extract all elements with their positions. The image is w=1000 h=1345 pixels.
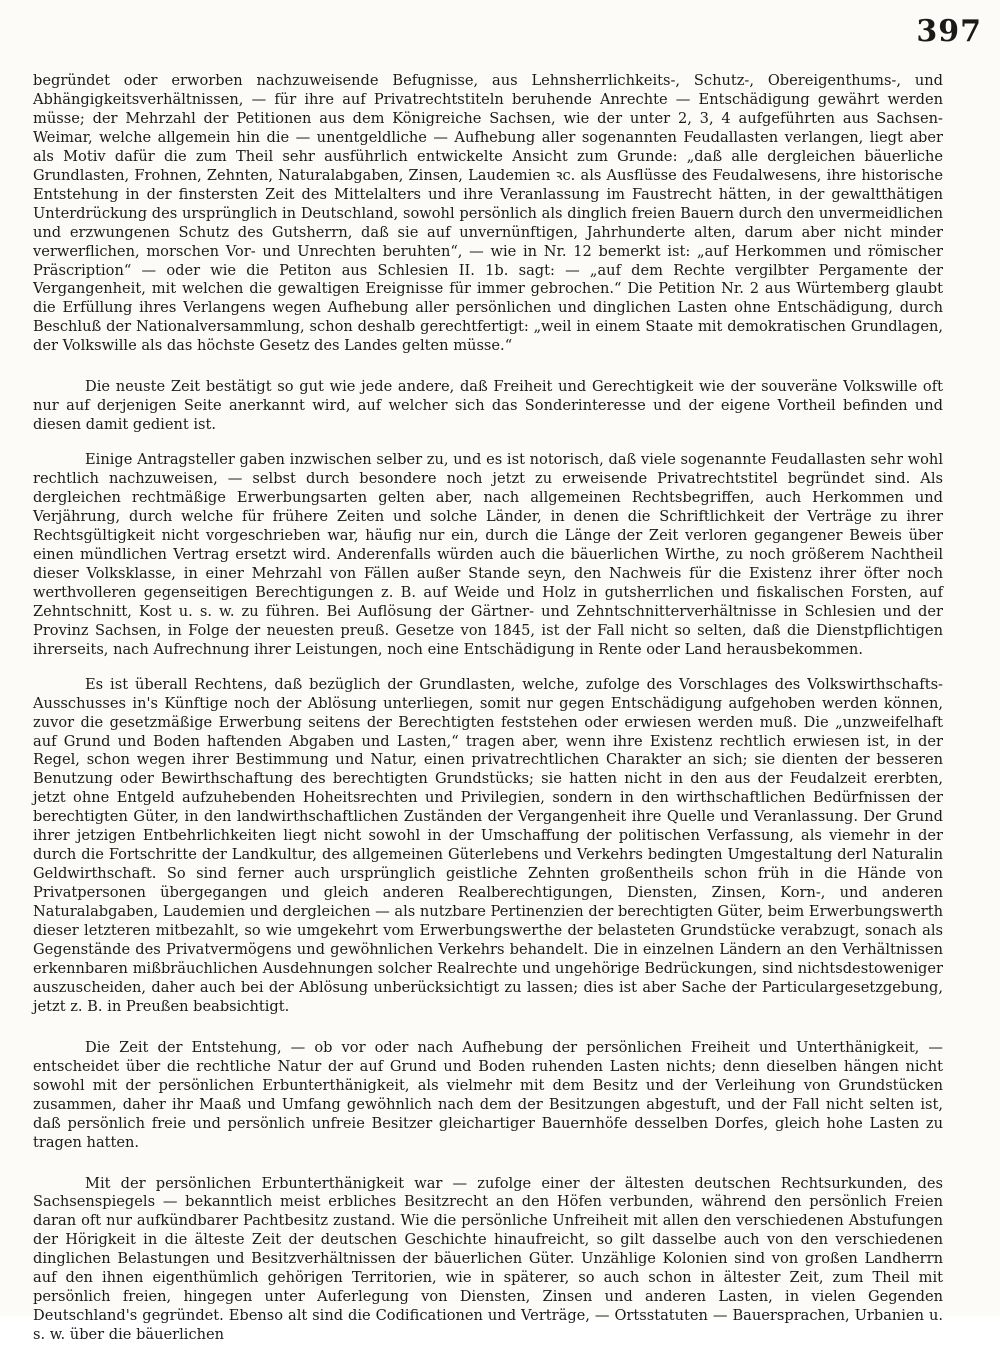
paragraph: Die neuste Zeit bestätigt so gut wie jede andere, daß Freiheit und Gerechtigkeit wie der souveräne Volkswille oft nur auf derjenigen Seite anerkannt wird, auf welcher sich das Sonderinteresse und der eigene Vortheil befinden und diesen damit gedient ist. [33,378,943,434]
paragraph: Mit der persönlichen Erbunterthänigkeit war — zufolge einer der ältesten deutschen Rechtsurkunden, des Sachsenspiegels — bekanntlich meist erbliches Besitzrecht an den Höfen verbunden, während den persönlich Freien daran oft nur aufkündbarer Pachtbesitz zustand. Wie die persönliche Unfreiheit mit allen den verschiedenen Abstufungen der Hörigkeit in die älteste Zeit der deutschen Geschichte hinaufreicht, so gilt dasselbe auch von den verschiedenen dinglichen Belastungen und Besitzverhältnissen der bäuerlichen Güter. Unzählige Kolonien sind von großen Landherrn auf den ihnen eigenthümlich gehörigen Territorien, wie in späterer, so auch schon in ältester Zeit, zum Theil mit persönlich freien, hingegen unter Auferlegung von Diensten, Zinsen und anderen Lasten, in vielen Gegenden Deutschland's gegründet. Ebenso alt sind die Codificationen und Verträge, — Ortsstatuten — Bauersprachen, Urbanien u. s. w. über die bäuerlichen [33,1174,943,1344]
paragraph: Einige Antragsteller gaben inzwischen selber zu, und es ist notorisch, daß viele sogenannte Feudallasten sehr wohl rechtlich nachzuweisen, — selbst durch besondere noch jetzt zu erweisende Privatrechtstitel begründet sind. Als dergleichen rechtmäßige Erwerbungsarten gelten aber, nach allgemeinen Rechtsbegriffen, auch Herkommen und Verjährung, durch welche für frühere Zeiten und solche Länder, in denen die Schriftlichkeit der Verträge zu ihrer Rechtsgültigkeit nicht vorgeschrieben war, häufig nur ein, durch die Länge der Zeit verloren gegangener Beweis über einen mündlichen Vertrag ersetzt wird. Anderenfalls würden auch die bäuerlichen Wirthe, zu noch größerem Nachtheil dieser Volksklasse, in einer Mehrzahl von Fällen außer Stande seyn, den Nachweis für die Existenz ihrer öfter noch werthvolleren gegenseitigen Berechtigungen z. B. auf Weide und Holz in gutsherrlichen und fiskalischen Forsten, auf Zehntschnitt, Kost u. s. w. zu führen. Bei Auflösung der Gärtner- und Zehntschnitterverhältnisse in Schlesien und der Provinz Sachsen, in Folge der neuesten preuß. Gesetze von 1845, ist der Fall nicht so selten, daß die Dienstpflichtigen ihrerseits, nach Aufrechnung ihrer Leistungen, noch eine Entschädigung in Rente oder Land herausbekommen. [33,451,943,658]
page-number: 397 [916,14,982,49]
paragraph: Die Zeit der Entstehung, — ob vor oder nach Aufhebung der persönlichen Freiheit und Unterthänigkeit, — entscheidet über die rechtliche Natur der auf Grund und Boden ruhenden Lasten nichts; denn dieselben hängen nicht sowohl mit der persönlichen Erbunterthänigkeit, als vielmehr mit dem Besitz und der Verleihung von Grundstücken zusammen, daher ihr Maaß und Umfang gewöhnlich nach dem der Besitzungen abgestuft, und der Fall nicht selten ist, daß persönlich freie und persönlich unfreie Besitzer gleichartiger Bauernhöfe desselben Dorfes, gleich hohe Lasten zu tragen hatten. [33,1038,943,1151]
body-text [33,72,943,1345]
paragraph: Es ist überall Rechtens, daß bezüglich der Grundlasten, welche, zufolge des Vorschlages des Volkswirthschafts-Ausschusses in's Künftige noch der Ablösung unterliegen, somit nur gegen Entschädigung aufgehoben werden können, zuvor die gesetzmäßige Erwerbung seitens der Berechtigten feststehen oder erwiesen werden muß. Die „unzweifelhaft auf Grund und Boden haftenden Abgaben und Lasten,“ tragen aber, wenn ihre Existenz rechtlich erwiesen ist, in der Regel, schon wegen ihrer Bestimmung und Natur, einen privatrechtlichen Charakter an sich; sie dienten der besseren Benutzung oder Bewirthschaftung des berechtigten Grundstücks; sie hatten nicht in den aus der Feudalzeit ererbten, jetzt ohne Entgeld aufzuhebenden Hoheitsrechten und Privilegien, sondern in den wirthschaftlichen Bedürfnissen der berechtigten Güter, in den landwirthschaftlichen Zuständen der Vergangenheit ihre Quelle und Veranlassung. Der Grund ihrer jetzigen Entbehrlichkeiten liegt nicht sowohl in der Umschaffung der politischen Verfassung, als viemehr in der durch die Fortschritte der Landkultur, des allgemeinen Güterlebens und Verkehrs bedingten Umgestaltung derl Naturalin Geldwirthschaft. So sind ferner auch ursprünglich geistliche Zehnten großentheils schon früh in die Hände von Privatpersonen übergegangen und gleich anderen Realberechtigungen, Diensten, Zinsen, Korn-, und anderen Naturalabgaben, Laudemien und dergleichen — als nutzbare Pertinenzien der berechtigten Güter, beim Erwerbungswerth dieser letzteren mitbezahlt, so wie umgekehrt vom Erwerbungswerthe der belasteten Grundstücke verabzugt, sonach als Gegenstände des Privatvermögens und gewöhnlichen Verkehrs behandelt. Die in einzelnen Ländern an den Verhältnissen erkennbaren mißbräuchlichen Ausdehnungen solcher Realrechte und ungehörige Bedrückungen, sind nichtsdestoweniger auszuscheiden, daher auch bei der Ablösung unberücksichtigt zu lassen; dies ist aber Sache der Particulargesetzgebung, jetzt z. B. in Preußen beabsichtigt. [33,675,943,1015]
paragraph: begründet oder erworben nachzuweisende Befugnisse, aus Lehnsherrlichkeits-, Schutz-, Obereigenthums-, und Abhängigkeitsverhältnissen, — für ihre auf Privatrechtstiteln beruhende Anrechte — Entschädigung gewährt werden müsse; der Mehrzahl der Petitionen aus dem Königreiche Sachsen, wie der unter 2, 3, 4 aufgeführten aus Sachsen-Weimar, welche allgemein hin die — unentgeldliche — Aufhebung aller sogenannten Feudallasten verlangen, liegt aber als Motiv dafür die zum Theil sehr ausführlich entwickelte Ansicht zum Grunde: „daß alle dergleichen bäuerliche Grundlasten, Frohnen, Zehnten, Naturalabgaben, Zinsen, Laudemien ꝛc. als Ausflüsse des Feudalwesens, ihre historische Entstehung in der finstersten Zeit des Mittelalters und ihre Veranlassung im Faustrecht hätten, in der gewaltthätigen Unterdrückung des ursprünglich in Deutschland, sowohl persönlich als dinglich freien Bauern durch den unvermeidlichen und erzwungenen Schutz des Gutsherrn, daß sie auf unvernünftigen, Jahrhunderte alten, darum aber nicht minder verwerflichen, morschen Vor- und Unrechten beruhten“, — wie in Nr. 12 bemerkt ist: „auf Herkommen und römischer Präscription“ — oder wie die Petiton aus Schlesien II. 1b. sagt: — „auf dem Rechte vergilbter Pergamente der Vergangenheit, mit welchen die gewaltigen Ereignisse für immer gebrochen.“ Die Petition Nr. 2 aus Würtemberg glaubt die Erfüllung ihres Verlangens wegen Aufhebung aller persönlichen und dinglichen Lasten ohne Entschädigung, durch Beschluß der Nationalversammlung, schon deshalb gerechtfertigt: „weil in einem Staate mit demokratischen Grundlagen, der Volkswille als das höchste Gesetz des Landes gelten müsse.“ [33,72,943,355]
